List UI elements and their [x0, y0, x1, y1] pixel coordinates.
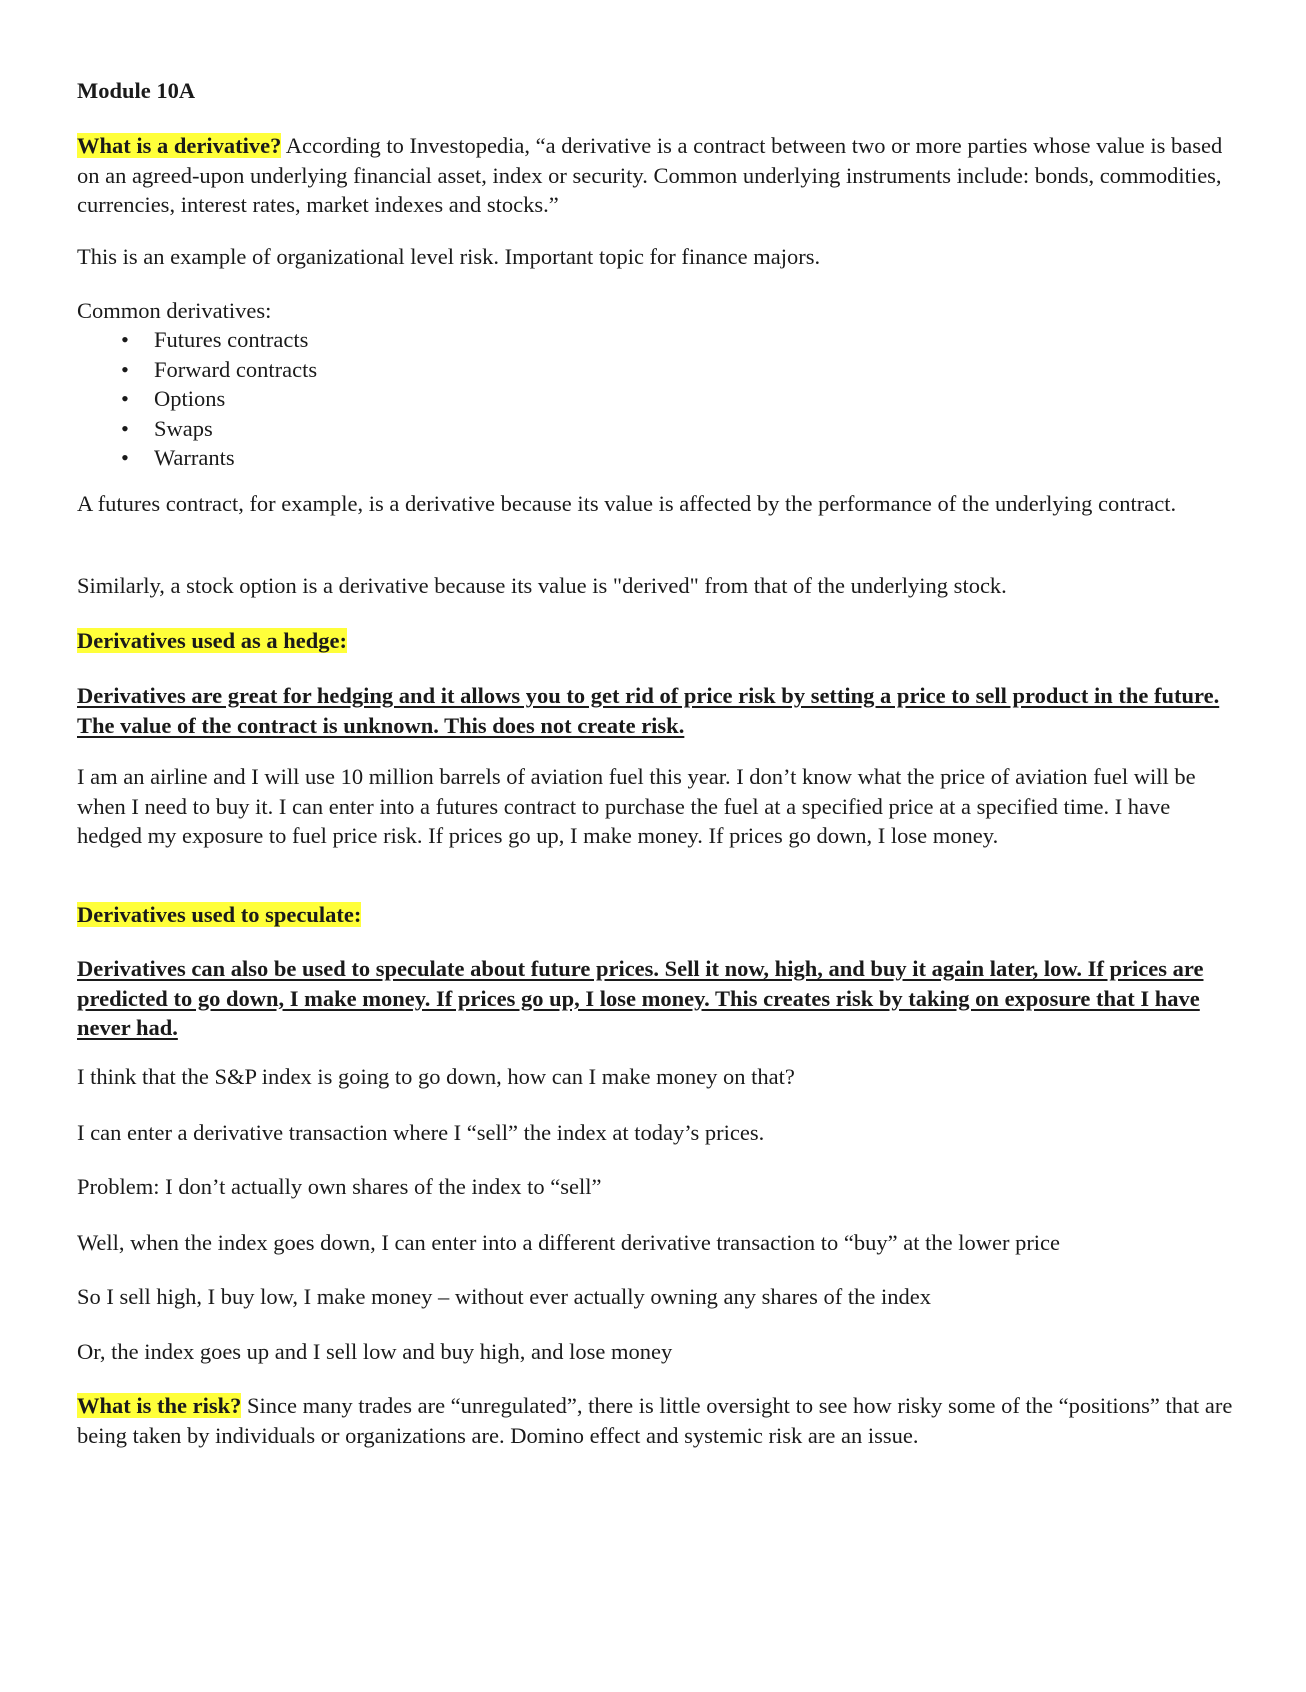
bullet-icon: • — [121, 415, 129, 441]
list-item: • Warrants — [77, 443, 1237, 473]
bullet-icon: • — [121, 327, 129, 352]
organizational-risk-paragraph: This is an example of organizational level risk. Important topic for finance majors. — [77, 244, 821, 269]
list-item: • Forward contracts — [77, 355, 1237, 385]
bullet-icon: • — [121, 386, 129, 411]
hedge-heading: Derivatives used as a hedge: — [77, 628, 347, 653]
speculate-heading: Derivatives used to speculate: — [77, 902, 362, 927]
futures-example-paragraph: A futures contract, for example, is a derivative because its value is affected by the performance of the underlying contract. — [77, 491, 1177, 516]
risk-question-highlight: What is the risk? — [77, 1393, 242, 1418]
list-item: • Options — [77, 384, 1237, 414]
derivative-definition-paragraph — [77, 131, 1237, 220]
stock-option-paragraph: Similarly, a stock option is a derivative because its value is "derived" from that of the underlying stock. — [77, 573, 1007, 598]
risk-paragraph — [77, 1391, 1237, 1450]
derivative-definition-text: According to Investopedia, “a derivative is a contract between two or more parties whose value is based on an agreed-upon underlying financial asset, index or security. Common underlying instruments include: bonds, commodities, currencies, interest rates, market indexes and stocks.” — [77, 133, 1223, 217]
speculation-line: Or, the index goes up and I sell low and buy high, and lose money — [77, 1339, 673, 1364]
derivative-question-highlight: What is a derivative? — [77, 133, 282, 158]
risk-text: Since many trades are “unregulated”, there is little oversight to see how risky some of the “positions” that are being taken by individuals or organizations are. Domino effect and systemic risk are an issue. — [77, 1393, 1233, 1448]
speculation-line: Problem: I don’t actually own shares of the index to “sell” — [77, 1174, 602, 1199]
common-derivatives-label: Common derivatives: — [77, 298, 272, 323]
speculation-line: I can enter a derivative transaction where I “sell” the index at today’s prices. — [77, 1120, 765, 1145]
speculation-line: Well, when the index goes down, I can enter into a different derivative transaction to “buy” at the lower price — [77, 1230, 1061, 1255]
airline-hedge-example: I am an airline and I will use 10 million barrels of aviation fuel this year. I don’t know what the price of aviation fuel will be when I need to buy it. I can enter into a futures contract to purchase the fuel at a specified price at a specified time. I have hedged my exposure to fuel price risk. If prices go up, I make money. If prices go down, I lose money. — [77, 764, 1196, 848]
speculate-summary-bold: Derivatives can also be used to speculate about future prices. Sell it now, high, and buy it again later, low. If prices are predicted to go down, I make money. If prices go up, I lose money. This creates risk by taking on exposure that I have never had. — [77, 956, 1204, 1040]
document-title: Module 10A — [77, 78, 196, 103]
list-item: • Swaps — [77, 414, 1237, 444]
list-item: • Futures contracts — [77, 325, 1237, 355]
derivatives-list — [77, 325, 1237, 473]
speculation-line: So I sell high, I buy low, I make money – without ever actually owning any shares of the index — [77, 1284, 931, 1309]
bullet-icon: • — [121, 356, 129, 382]
speculation-line: I think that the S&P index is going to go down, how can I make money on that? — [77, 1064, 795, 1089]
hedge-summary-bold: Derivatives are great for hedging and it allows you to get rid of price risk by setting a price to sell product in the future. The value of the contract is unknown. This does not create risk. — [77, 683, 1220, 738]
bullet-icon: • — [121, 445, 129, 470]
